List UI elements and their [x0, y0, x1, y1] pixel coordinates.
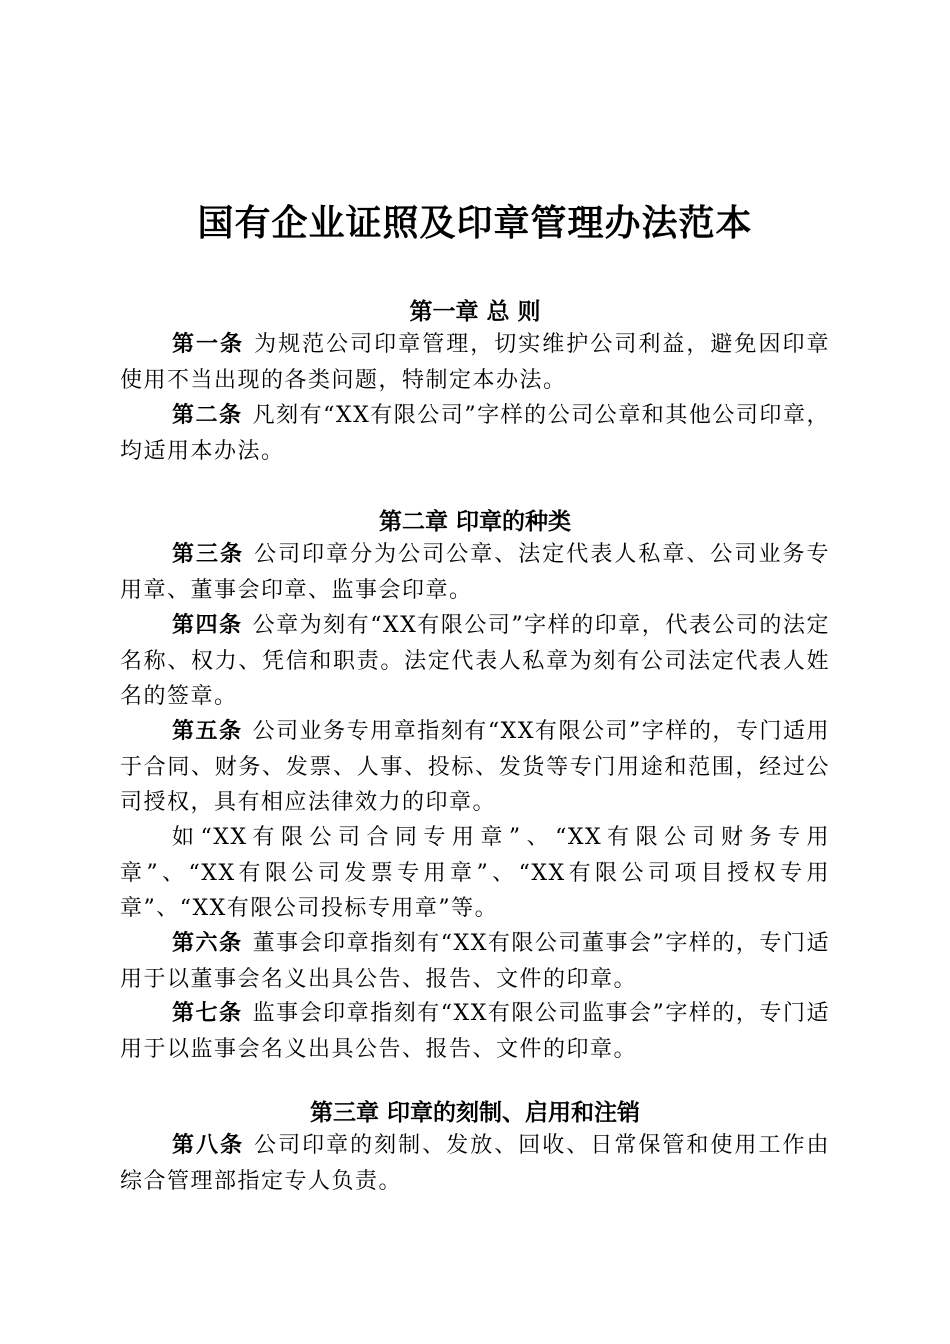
article-text: 监事会印章指刻有“XX有限公司监事会”字样的，专门适用于以监事会名义出具公告、报告、文件的印章。	[120, 1001, 830, 1062]
article-label: 第六条	[172, 930, 243, 956]
article-2	[120, 398, 830, 469]
article-label: 第二条	[172, 402, 243, 428]
article-label: 第八条	[172, 1132, 245, 1158]
document-title: 国有企业证照及印章管理办法范本	[197, 202, 753, 244]
article-label: 第一条	[172, 331, 245, 357]
chapter-heading-1: 第一章 总 则	[409, 299, 541, 325]
chapter-heading-3: 第三章 印章的刻制、启用和注销	[309, 1100, 640, 1126]
article-label: 第七条	[172, 1000, 243, 1026]
article-text: 公司印章分为公司公章、法定代表人私章、公司业务专用章、董事会印章、监事会印章。	[120, 542, 830, 603]
chapter-heading-2: 第二章 印章的种类	[378, 509, 571, 535]
article-text: 如“XX有限公司合同专用章”、“XX有限公司财务专用章”、“XX有限公司发票专用章”、“XX有限公司项目授权专用章”、“XX有限公司投标专用章”等。	[120, 825, 830, 921]
article-text: 公章为刻有“XX有限公司”字样的印章，代表公司的法定名称、权力、凭信和职责。法定代表人私章为刻有公司法定代表人姓名的签章。	[120, 613, 830, 709]
article-text: 为规范公司印章管理，切实维护公司利益，避免因印章使用不当出现的各类问题，特制定本办法。	[120, 332, 830, 393]
article-5	[120, 714, 830, 821]
article-text: 公司业务专用章指刻有“XX有限公司”字样的，专门适用于合同、财务、发票、人事、投标、发货等专门用途和范围，经过公司授权，具有相应法律效力的印章。	[120, 719, 830, 815]
article-text: 公司印章的刻制、发放、回收、日常保管和使用工作由综合管理部指定专人负责。	[120, 1133, 830, 1194]
article-text: 董事会印章指刻有“XX有限公司董事会”字样的，专门适用于以董事会名义出具公告、报告、文件的印章。	[120, 931, 830, 992]
article-text: 凡刻有“XX有限公司”字样的公司公章和其他公司印章，均适用本办法。	[120, 403, 830, 464]
article-label: 第三条	[172, 541, 245, 567]
article-5-examples	[120, 820, 830, 927]
article-4	[120, 608, 830, 715]
article-3	[120, 537, 830, 608]
article-8	[120, 1128, 830, 1199]
article-1	[120, 327, 830, 398]
article-6	[120, 926, 830, 997]
article-label: 第四条	[172, 612, 243, 638]
article-label: 第五条	[172, 718, 243, 744]
article-7	[120, 996, 830, 1067]
